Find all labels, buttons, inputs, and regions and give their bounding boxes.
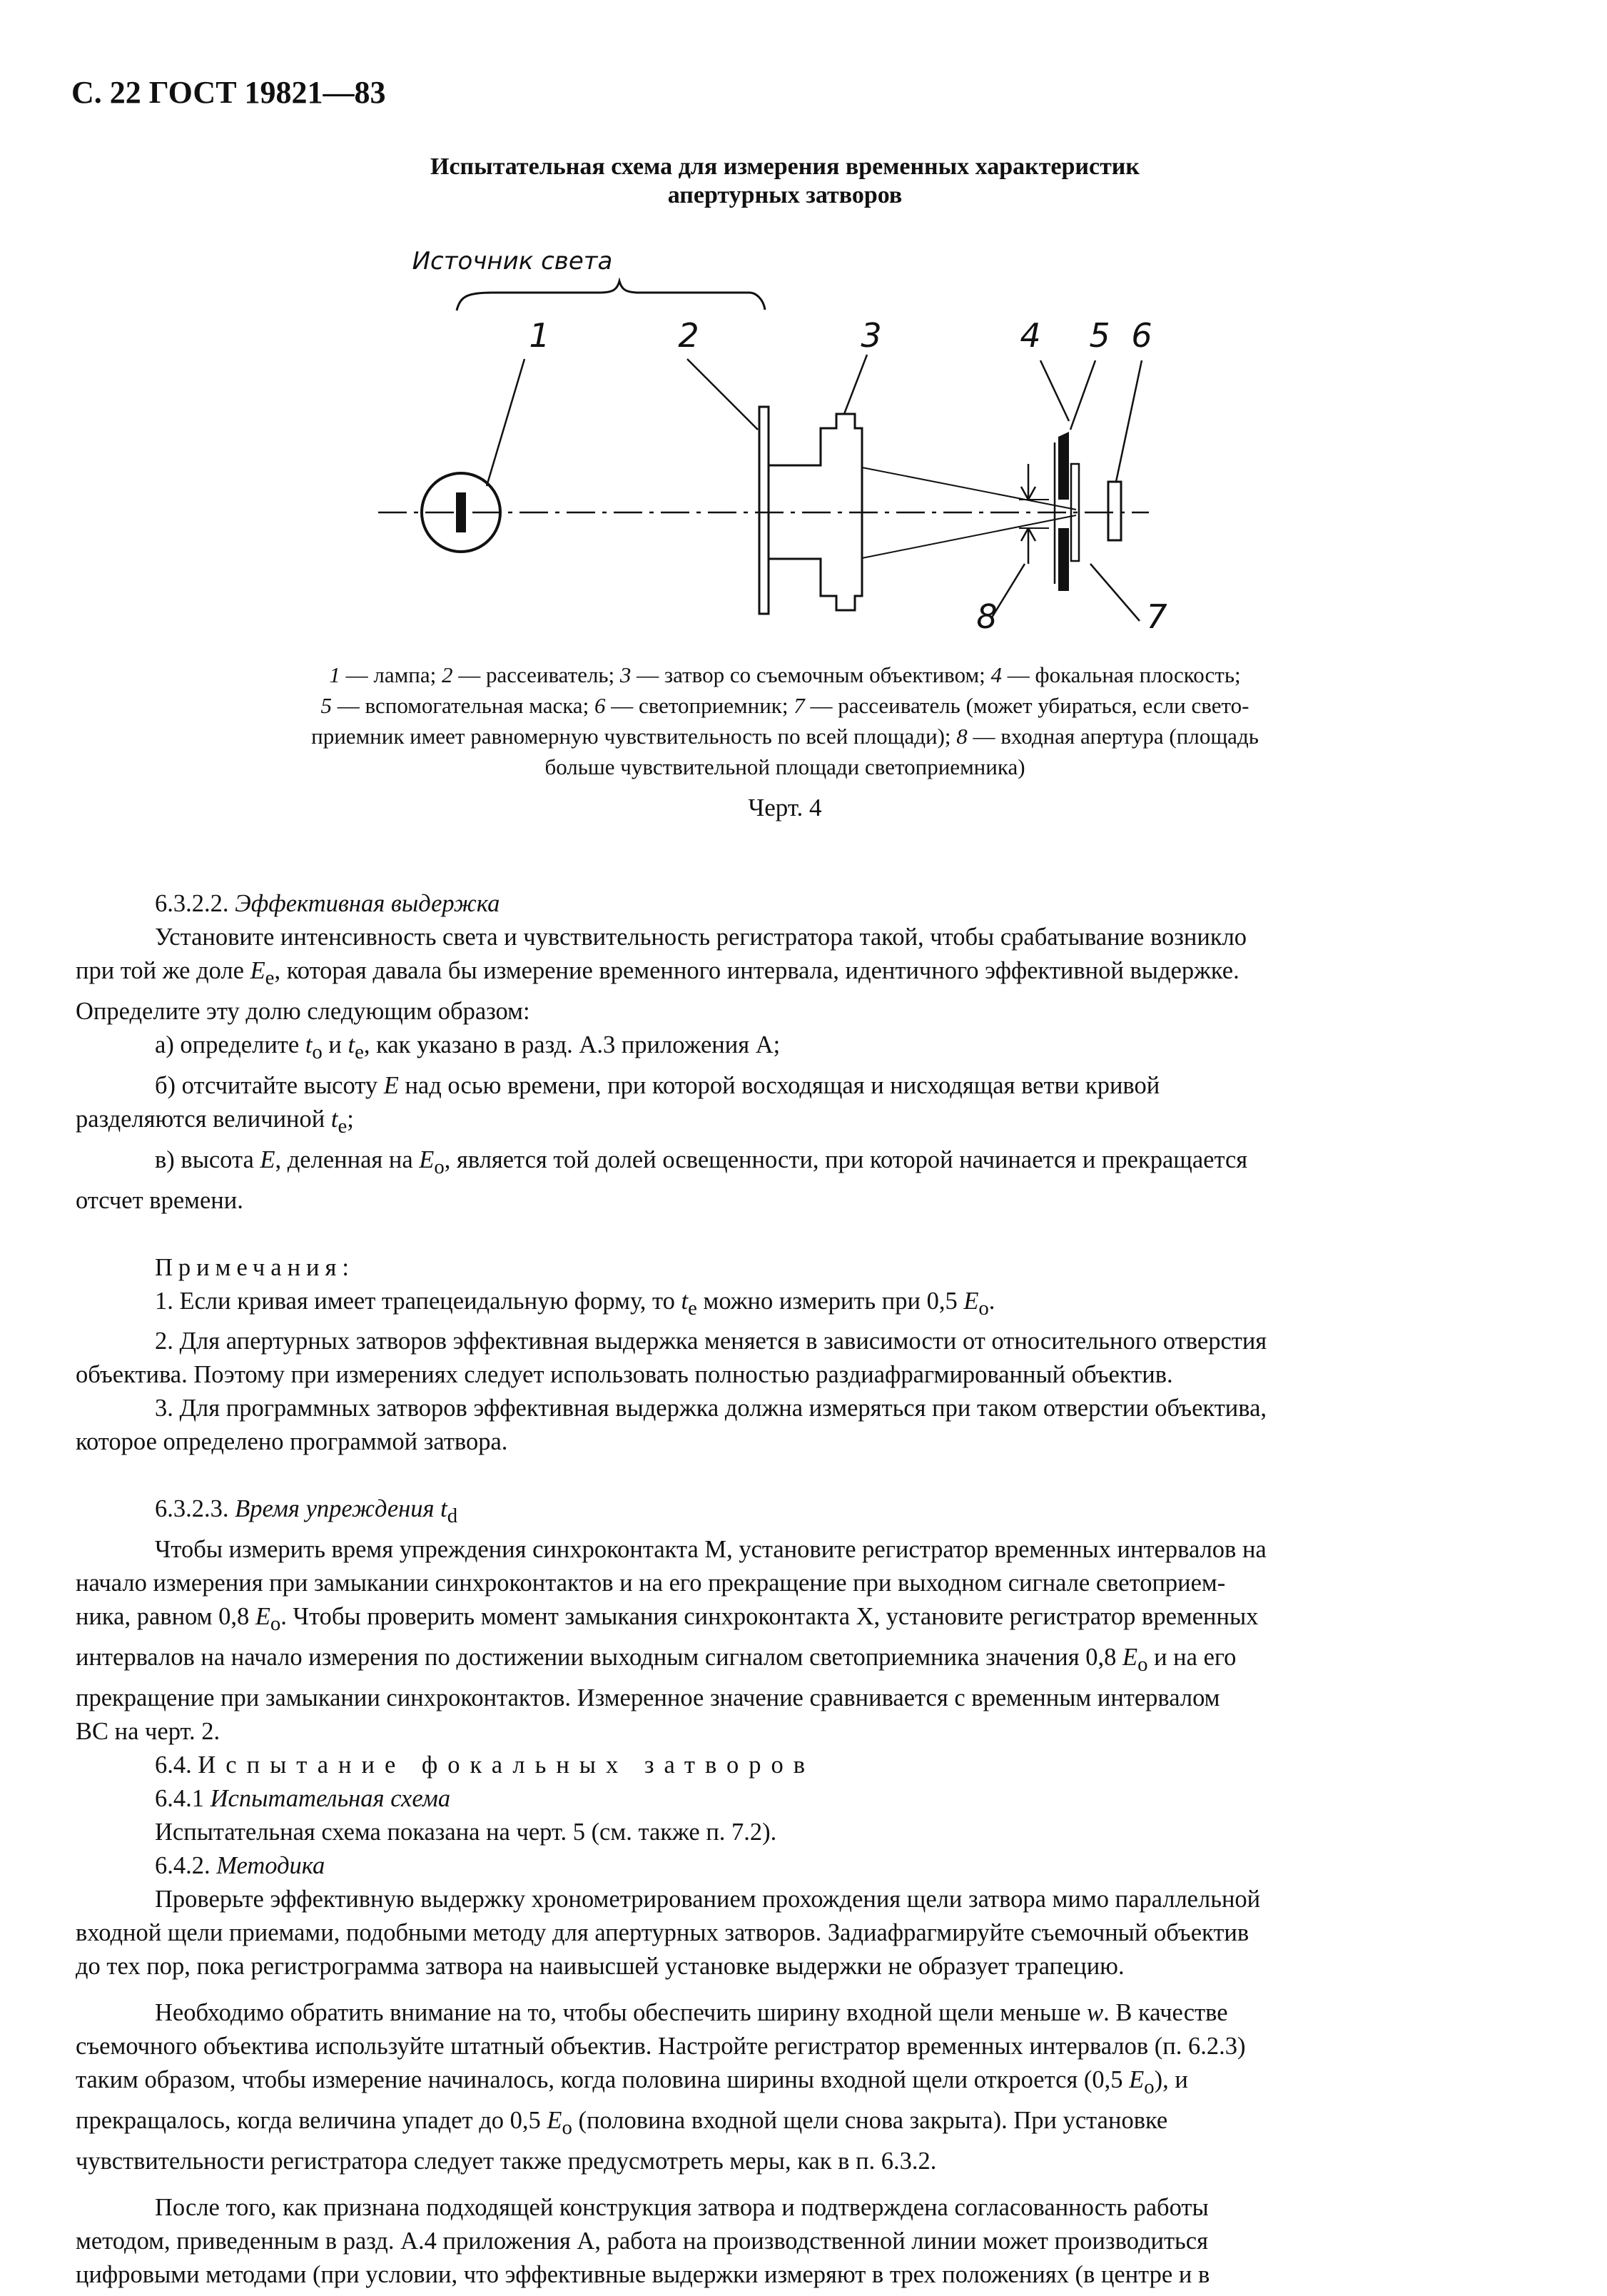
text: б) отсчитайте высоту: [155, 1071, 384, 1099]
subscript-o: o: [312, 1040, 323, 1063]
caption-text-6: — светоприемник;: [605, 693, 794, 718]
caption-line-2: [214, 690, 1356, 721]
figure-title: [214, 153, 1356, 210]
caption-text-5: — вспомогательная маска;: [332, 693, 594, 718]
text: можно измерить при 0,5: [696, 1287, 964, 1315]
auxiliary-mask-upper: [1058, 432, 1069, 500]
leader-2: [687, 359, 758, 430]
symbol-E: E: [547, 2107, 562, 2135]
text: ), и: [1154, 2066, 1188, 2094]
caption-line-1: [214, 659, 1356, 690]
paragraph-5: [76, 1996, 1506, 2030]
text: , которая давала бы измерение временного интервала, идентичного эффективной выдержке.: [274, 957, 1240, 984]
symbol-t: t: [305, 1031, 313, 1058]
input-aperture-lower-marker: [1021, 528, 1035, 564]
paragraph-6-line-3: цифровыми методами (при условии, что эффективные выдержки измеряют в трех положениях (в центре и в: [76, 2260, 1210, 2288]
symbol-t: t: [348, 1031, 355, 1058]
section-number: 6.3.2.3.: [155, 1495, 235, 1523]
light-cone-lower: [862, 515, 1076, 558]
item-v: [76, 1143, 1506, 1184]
diffuser: [759, 407, 769, 614]
light-cone-upper: [862, 467, 1076, 510]
page-header: С. 22 ГОСТ 19821—83: [71, 75, 386, 110]
paragraph-2: Чтобы измерить время упреждения синхроконтакта М, установите регистратор временных интервалов на: [155, 1536, 1267, 1564]
note-1: 1. Если кривая имеет трапецеидальную форму, то $t_e$ можно измерить при 0,5 $E_o$.: [155, 1287, 995, 1320]
caption-text-4: — фокальная плоскость;: [1002, 662, 1241, 687]
section-title: Время упреждения: [235, 1495, 441, 1523]
caption-num-5: 5: [320, 693, 333, 718]
paragraph-3: Испытательная схема показана на черт. 5 (см. также п. 7.2).: [155, 1819, 777, 1846]
paragraph-5-line-3: [76, 2063, 1506, 2104]
body-text: [76, 887, 1506, 2292]
paragraph-1-line-2: [76, 954, 1506, 995]
item-b: [76, 1069, 1506, 1103]
text: ника, равном 0,8: [76, 1603, 255, 1631]
caption-num-8: 8: [956, 724, 968, 749]
subscript-o: o: [978, 1296, 989, 1320]
caption-line-3: [214, 721, 1356, 752]
caption-num-6: 6: [594, 693, 606, 718]
caption-text-7b: приемник имеет равномерную чувствительность по всей площади);: [311, 724, 957, 749]
label-5: 5: [1089, 316, 1110, 355]
text: и: [322, 1031, 348, 1058]
section-number: 6.4.2.: [155, 1852, 217, 1880]
subscript-d: d: [447, 1504, 458, 1528]
test-setup-diagram: [357, 228, 1213, 649]
text: , является той долей освещенности, при которой начинается и прекращается: [444, 1146, 1248, 1173]
label-2: 2: [678, 316, 699, 355]
text: разделяются величиной: [76, 1105, 331, 1133]
paragraph-2-line-2: начало измерения при замыкании синхроконтактов и на его прекращение при выходном сигнале светоприем-: [76, 1569, 1226, 1597]
symbol-E: E: [250, 957, 265, 984]
figure-title-line2: апертурных затворов: [667, 182, 903, 208]
caption-num-4: 4: [990, 662, 1002, 687]
subscript-e: e: [265, 966, 275, 989]
caption-num-7: 7: [794, 693, 805, 718]
figure-caption: [214, 659, 1356, 782]
caption-line-4: больше чувствительной площади светоприемника): [544, 754, 1025, 779]
text: при той же доле: [76, 957, 250, 984]
label-4: 4: [1020, 316, 1041, 355]
text: прекращалось, когда величина упадет до 0,5: [76, 2107, 547, 2135]
text: , деленная на: [275, 1146, 420, 1173]
text: Необходимо обратить внимание на то, чтобы обеспечить ширину входной щели меньше: [155, 1999, 1088, 2027]
subscript-o: o: [562, 2115, 572, 2139]
text: . Чтобы проверить момент замыкания синхроконтакта X, установите регистратор временных: [280, 1603, 1259, 1631]
section-6-3-2-2-heading: [76, 887, 1506, 921]
subscript-e: e: [338, 1114, 348, 1138]
text: интервалов на начало измерения по достижении выходным сигналом светоприемника значения 0,8: [76, 1644, 1122, 1672]
text: . В качестве: [1103, 1999, 1228, 2027]
paragraph-2-line-6: ВС на черт. 2.: [76, 1718, 220, 1746]
light-receiver: [1108, 482, 1121, 540]
paragraph-1-line-3: Определите эту долю следующим образом:: [76, 997, 530, 1025]
leader-4: [1040, 360, 1069, 421]
input-aperture-upper-marker: [1021, 464, 1035, 500]
caption-num-1: 1: [329, 662, 340, 687]
symbol-w: w: [1087, 1999, 1104, 2027]
label-6: 6: [1131, 316, 1152, 355]
text: , как указано в разд. А.3 приложения А;: [363, 1031, 781, 1058]
text: и на его: [1147, 1644, 1237, 1672]
paragraph-6: После того, как признана подходящей конструкция затвора и подтверждена согласованность работы: [155, 2193, 1209, 2221]
section-6-4-2-heading: [76, 1849, 1506, 1883]
caption-text-1: — лампа;: [340, 662, 442, 687]
leader-3: [844, 355, 867, 414]
note-3-line-2: которое определено программой затвора.: [76, 1428, 508, 1456]
section-6-3-2-3-heading: [76, 1492, 1506, 1533]
chart-label: Черт. 4: [748, 794, 822, 821]
symbol-t: t: [440, 1495, 447, 1523]
figure-title-line1: Испытательная схема для измерения временных характеристик: [430, 153, 1140, 180]
paragraph-2-line-4: [76, 1641, 1506, 1681]
label-3: 3: [861, 316, 882, 355]
section-number: 6.3.2.2.: [155, 890, 235, 917]
section-title: Испытание фокальных затворов: [198, 1751, 816, 1779]
text: в) высота: [155, 1146, 260, 1173]
item-a: [76, 1028, 1506, 1069]
section-title: Методика: [216, 1852, 325, 1880]
text: (половина входной щели снова закрыта). При установке: [572, 2107, 1168, 2135]
text: таким образом, чтобы измерение начиналось, когда половина ширины входной щели откроется (0,5: [76, 2066, 1130, 2094]
text: над осью времени, при которой восходящая и нисходящая ветви кривой: [398, 1071, 1160, 1099]
label-1: 1: [529, 316, 550, 355]
symbol-E: E: [260, 1146, 275, 1173]
caption-text-3: — затвор со съемочным объективом;: [631, 662, 991, 687]
symbol-t: t: [681, 1287, 689, 1315]
subscript-e: e: [688, 1296, 697, 1320]
text: а) определите: [155, 1031, 305, 1058]
paragraph-2-line-3: [76, 1600, 1506, 1641]
notes-title: Примечания:: [155, 1253, 355, 1281]
section-6-4-heading: [76, 1749, 1506, 1782]
leader-5: [1070, 360, 1095, 430]
leader-7: [1090, 564, 1140, 621]
label-7: 7: [1146, 597, 1167, 636]
paragraph-1: [76, 921, 1506, 954]
lamp-filament: [456, 492, 466, 532]
text: 1. Если кривая имеет трапецеидальную форму, то: [155, 1287, 681, 1315]
light-source-label: Источник света: [412, 247, 613, 275]
p1-line-1: Установите интенсивность света и чувствительность регистратора такой, чтобы срабатывание возникло: [155, 924, 1247, 951]
subscript-o: o: [1137, 1653, 1148, 1677]
subscript-o: o: [270, 1612, 281, 1636]
label-8: 8: [976, 597, 998, 636]
symbol-E: E: [1129, 2066, 1145, 2094]
paragraph-5-line-2: съемочного объектива используйте штатный объектив. Настройте регистратор временных интервалов (п. 6.2.3): [76, 2033, 1246, 2060]
note-2-line-2: объектива. Поэтому при измерениях следует использовать полностью раздиафрагмированный объектив.: [76, 1361, 1173, 1389]
subscript-o: o: [1144, 2075, 1155, 2099]
caption-num-2: 2: [441, 662, 453, 687]
paragraph-5-line-5: чувствительности регистратора следует также предусмотреть меры, как в п. 6.3.2.: [76, 2147, 937, 2175]
section-6-4-1-heading: [76, 1782, 1506, 1816]
caption-num-3: 3: [619, 662, 632, 687]
leader-1: [487, 359, 524, 486]
item-b-line-2: разделяются величиной $t_e$;: [76, 1105, 354, 1138]
symbol-E: E: [963, 1287, 979, 1315]
caption-text-7: — рассеиватель (может убираться, если свето-: [804, 693, 1249, 718]
subscript-o: o: [434, 1155, 445, 1178]
note-3: 3. Для программных затворов эффективная выдержка должна измеряться при таком отверстии объектива,: [155, 1395, 1267, 1422]
section-number: 6.4.1: [155, 1785, 211, 1813]
symbol-E: E: [383, 1071, 399, 1099]
note-2: 2. Для апертурных затворов эффективная выдержка меняется в зависимости от относительного отверстия: [155, 1327, 1267, 1355]
subscript-e: e: [355, 1040, 364, 1063]
symbol-E: E: [419, 1146, 435, 1173]
caption-text-2: — рассеиватель;: [452, 662, 620, 687]
paragraph-2-line-5: прекращение при замыкании синхроконтактов. Измеренное значение сравнивается с временным интервалом: [76, 1684, 1220, 1712]
section-number: 6.4.: [155, 1751, 198, 1779]
leader-6: [1116, 360, 1142, 482]
paragraph-5-line-4: [76, 2104, 1506, 2145]
paragraph-4: Проверьте эффективную выдержку хронометрированием прохождения щели затвора мимо параллельной: [155, 1886, 1261, 1913]
symbol-E: E: [1122, 1644, 1138, 1672]
section-title: Эффективная выдержка: [235, 890, 500, 917]
paragraph-6-line-2: методом, приведенным в разд. А.4 приложения А, работа на производственной линии может производиться: [76, 2227, 1208, 2255]
light-source-brace: [457, 281, 765, 310]
auxiliary-mask-lower: [1058, 528, 1069, 591]
section-title: Испытательная схема: [210, 1785, 451, 1813]
symbol-E: E: [255, 1603, 270, 1631]
paragraph-4-line-3: до тех пор, пока регистрограмма затвора на наивысшей установке выдержки не образует трапецию.: [76, 1953, 1125, 1981]
paragraph-4-line-2: входной щели приемами, подобными методу для апертурных затворов. Задиафрагмируйте съемочный объектив: [76, 1919, 1249, 1947]
symbol-t: t: [330, 1105, 338, 1133]
item-v-line-2: отсчет времени.: [76, 1186, 243, 1214]
caption-text-8: — входная апертура (площадь: [967, 724, 1259, 749]
